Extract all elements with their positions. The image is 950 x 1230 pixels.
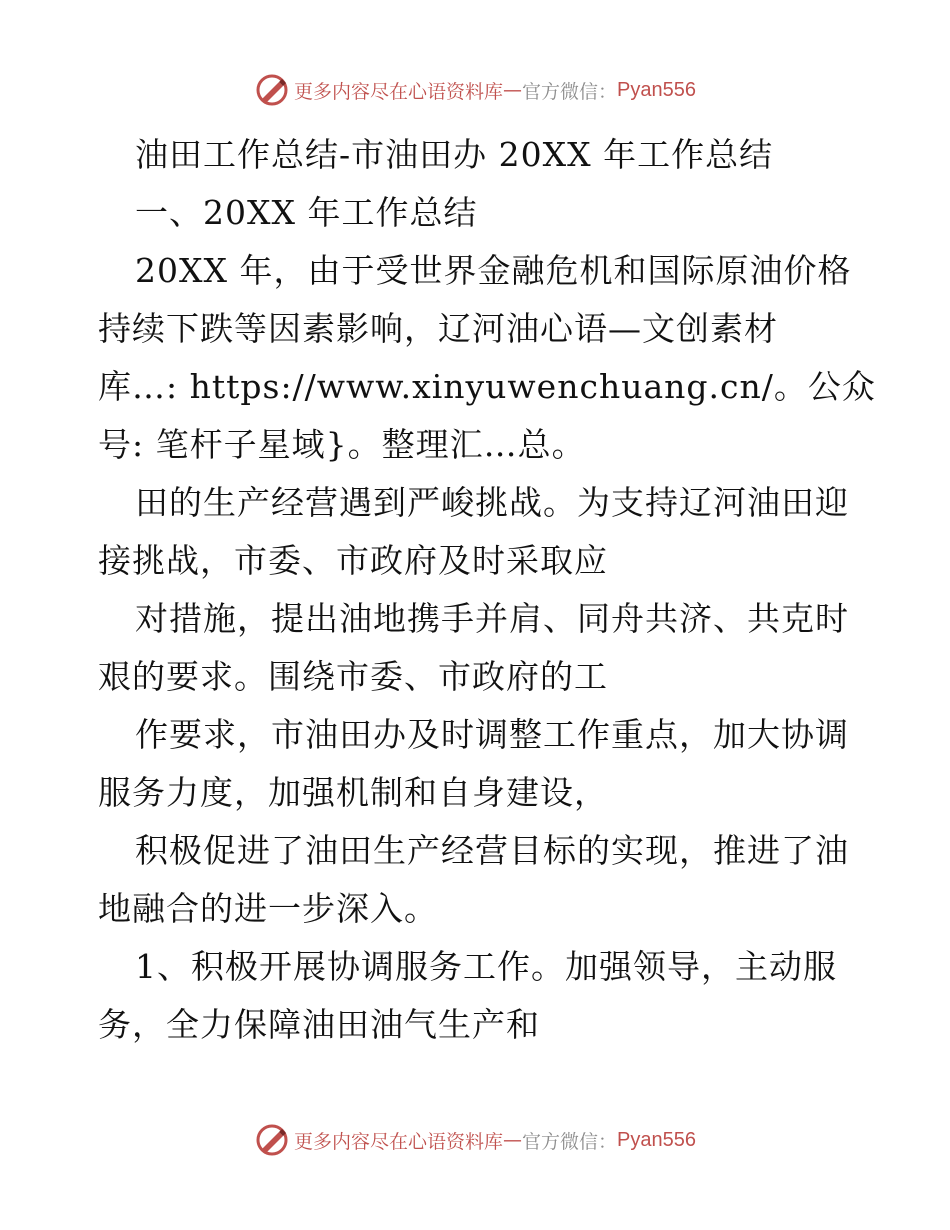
banner-dash: —	[503, 79, 523, 101]
banner-wechat-id: Pyan556	[617, 1128, 696, 1151]
section-heading: 一、20XX 年工作总结	[135, 193, 478, 232]
document-title: 油田工作总结-市油田办 20XX 年工作总结	[135, 135, 774, 174]
banner-wechat-id: Pyan556	[617, 78, 696, 101]
paragraph-line: 积极促进了油田生产经营目标的实现，推进了油	[135, 831, 849, 870]
paragraph-line: 对措施，提出油地携手并肩、同舟共济、共克时	[135, 599, 849, 638]
pen-circle-logo-icon	[254, 1122, 290, 1158]
footer-banner	[0, 1120, 950, 1160]
pen-circle-logo-icon	[254, 72, 290, 108]
banner-slogan: 更多内容尽在心语资料库	[294, 80, 504, 103]
paragraph-line: 1、积极开展协调服务工作。加强领导，主动服	[135, 947, 837, 986]
paragraph-line: 接挑战，市委、市政府及时采取应	[98, 541, 608, 580]
header-banner	[0, 70, 950, 110]
paragraph-line: 作要求，市油田办及时调整工作重点，加大协调	[135, 715, 849, 754]
banner-wechat-label: 官方微信：	[522, 1130, 618, 1153]
paragraph-line: 地融合的进一步深入。	[98, 889, 438, 928]
banner-slogan: 更多内容尽在心语资料库	[294, 1130, 504, 1153]
paragraph-line: 库…: https://www.xinyuwenchuang.cn/。公众	[98, 367, 876, 406]
paragraph-line: 田的生产经营遇到严峻挑战。为支持辽河油田迎	[135, 483, 849, 522]
paragraph-line: 服务力度，加强机制和自身建设，	[98, 773, 608, 812]
paragraph-line: 号: 笔杆子星域}。整理汇…总。	[98, 425, 586, 464]
document-body	[98, 126, 876, 1054]
banner-dash: —	[503, 1129, 523, 1151]
paragraph-line: 务，全力保障油田油气生产和	[98, 1005, 540, 1044]
paragraph-line: 持续下跌等因素影响，辽河油心语—文创素材	[98, 309, 778, 348]
paragraph-line: 艰的要求。围绕市委、市政府的工	[98, 657, 608, 696]
paragraph-line: 20XX 年，由于受世界金融危机和国际原油价格	[135, 251, 852, 290]
banner-wechat-label: 官方微信：	[522, 80, 618, 103]
